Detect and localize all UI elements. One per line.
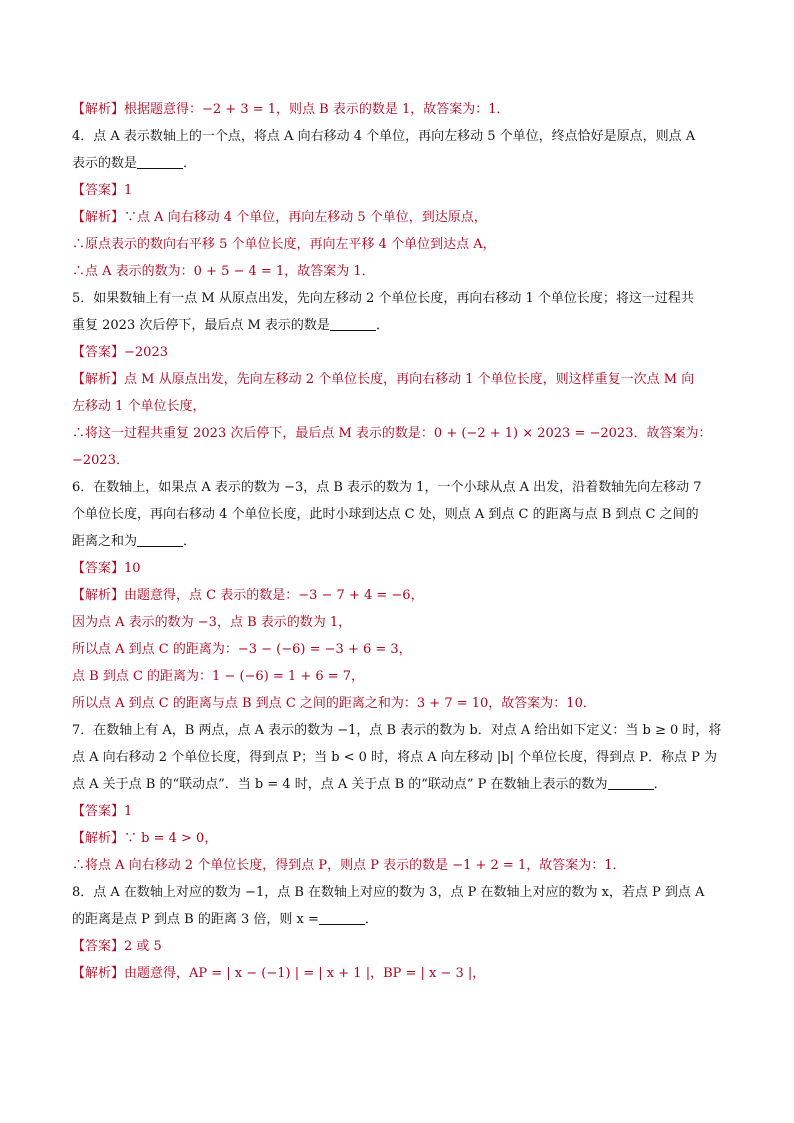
line-end-punct: ．: [375, 318, 389, 333]
line-text: ∴原点表示的数向右平移 5 个单位长度，再向左平移 4 个单位到达点 A，: [72, 237, 496, 252]
question-line: [72, 474, 724, 501]
line-text: 表示的数是: [72, 156, 138, 171]
analysis-line: [72, 204, 724, 231]
question-line: [72, 285, 724, 312]
question-line: [72, 744, 724, 771]
line-text: 根据题意得：−2 + 3 = 1，则点 B 表示的数是 1，故答案为：1．: [124, 102, 510, 117]
question-line: [72, 717, 724, 744]
line-text: ∵点 A 向右移动 4 个单位，再向左移动 5 个单位，到达原点，: [124, 210, 487, 225]
analysis-tag: 【解析】: [72, 831, 125, 846]
analysis-line: [72, 447, 724, 474]
analysis-line: [72, 690, 724, 717]
analysis-line: [72, 825, 724, 852]
answer-blank: [137, 154, 183, 169]
line-text: 由题意得，点 C 表示的数是：−3 − 7 + 4 = −6，: [124, 588, 424, 603]
line-text: 个单位长度，再向右移动 4 个单位长度，此时小球到达点 C 处，则点 A 到点 C 的距离与点 B 到点 C 之间的: [72, 507, 699, 522]
line-text: 的距离是点 P 到点 B 的距离 3 倍，则 x =: [72, 912, 319, 927]
analysis-line: [72, 960, 724, 987]
answer-blank: [330, 316, 376, 331]
answer-tag: 【答案】: [72, 345, 125, 360]
line-text: 1: [124, 183, 133, 198]
line-text: 5．如果数轴上有一点 M 从原点出发，先向左移动 2 个单位长度，再向右移动 1 个单位长度；将这一过程共: [72, 291, 694, 306]
line-text: 重复 2023 次后停下，最后点 M 表示的数是: [72, 318, 330, 333]
line-text: ∵ b = 4 > 0，: [124, 831, 218, 846]
question-line: [72, 906, 724, 933]
line-text: ∴点 A 表示的数为：0 + 5 − 4 = 1，故答案为 1．: [72, 264, 375, 279]
analysis-line: [72, 366, 724, 393]
answer-blank: [608, 775, 654, 790]
line-text: 左移动 1 个单位长度，: [72, 399, 206, 414]
document-page: [72, 96, 724, 987]
line-text: 4．点 A 表示数轴上的一个点，将点 A 向右移动 4 个单位，再向左移动 5 个单位，终点恰好是原点，则点 A: [72, 129, 696, 144]
question-line: [72, 150, 724, 177]
answer-line: [72, 555, 724, 582]
analysis-tag: 【解析】: [72, 102, 125, 117]
question-line: [72, 123, 724, 150]
analysis-tag: 【解析】: [72, 372, 125, 387]
line-text: 点 A 关于点 B 的“联动点”．当 b = 4 时，点 A 关于点 B 的“联动点” P 在数轴上表示的数为: [72, 777, 608, 792]
line-text: −2023: [124, 345, 168, 360]
line-text: 所以点 A 到点 C 的距离与点 B 到点 C 之间的距离之和为：3 + 7 = 10，故答案为：10．: [72, 696, 596, 711]
analysis-line: [72, 231, 724, 258]
line-text: 1: [124, 804, 133, 819]
analysis-line: [72, 852, 724, 879]
line-text: 点 B 到点 C 的距离为：1 − (−6) = 1 + 6 = 7，: [72, 669, 365, 684]
line-end-punct: ．: [364, 912, 378, 927]
answer-line: [72, 798, 724, 825]
line-end-punct: ．: [653, 777, 667, 792]
line-text: 2 或 5: [124, 939, 162, 954]
answer-tag: 【答案】: [72, 561, 125, 576]
analysis-line: [72, 663, 724, 690]
question-line: [72, 879, 724, 906]
analysis-tag: 【解析】: [72, 210, 125, 225]
line-text: 点 A 向右移动 2 个单位长度，得到点 P；当 b < 0 时，将点 A 向左移动 |b| 个单位长度，得到点 P．称点 P 为: [72, 750, 717, 765]
answer-line: [72, 177, 724, 204]
line-text: 由题意得，AP = | x − (−1) | = | x + 1 |，BP = | x − 3 |，: [124, 966, 486, 981]
line-text: −2023．: [72, 453, 129, 468]
question-line: [72, 312, 724, 339]
line-text: 6．在数轴上，如果点 A 表示的数为 −3，点 B 表示的数为 1，一个小球从点 A 出发，沿着数轴先向左移动 7: [72, 480, 702, 495]
analysis-line: [72, 420, 724, 447]
line-text: 8．点 A 在数轴上对应的数为 −1，点 B 在数轴上对应的数为 3，点 P 在数轴上对应的数为 x，若点 P 到点 A: [72, 885, 705, 900]
answer-tag: 【答案】: [72, 939, 125, 954]
line-text: 10: [124, 561, 141, 576]
analysis-tag: 【解析】: [72, 966, 125, 981]
answer-line: [72, 933, 724, 960]
analysis-tag: 【解析】: [72, 588, 125, 603]
line-text: 所以点 A 到点 C 的距离为：−3 − (−6) = −3 + 6 = 3，: [72, 642, 412, 657]
question-line: [72, 501, 724, 528]
line-text: 因为点 A 表示的数为 −3，点 B 表示的数为 1，: [72, 615, 352, 630]
answer-blank: [319, 910, 365, 925]
answer-tag: 【答案】: [72, 804, 125, 819]
question-line: [72, 771, 724, 798]
line-text: ∴将点 A 向右移动 2 个单位长度，得到点 P，则点 P 表示的数是 −1 + 2 = 1，故答案为：1．: [72, 858, 626, 873]
answer-tag: 【答案】: [72, 183, 125, 198]
answer-line: [72, 339, 724, 366]
analysis-line: [72, 96, 724, 123]
line-text: 距离之和为: [72, 534, 138, 549]
analysis-line: [72, 393, 724, 420]
analysis-line: [72, 609, 724, 636]
analysis-line: [72, 258, 724, 285]
question-line: [72, 528, 724, 555]
line-text: 7．在数轴上有 A，B 两点，点 A 表示的数为 −1，点 B 表示的数为 b．对点 A 给出如下定义：当 b ≥ 0 时，将: [72, 723, 722, 738]
analysis-line: [72, 636, 724, 663]
analysis-line: [72, 582, 724, 609]
line-text: 点 M 从原点出发，先向左移动 2 个单位长度，再向右移动 1 个单位长度，则这样重复一次点 M 向: [124, 372, 695, 387]
line-end-punct: ．: [183, 156, 197, 171]
line-text: ∴将这一过程共重复 2023 次后停下，最后点 M 表示的数是：0 + (−2 + 1) × 2023 = −2023．故答案为：: [72, 426, 712, 441]
answer-blank: [137, 532, 183, 547]
line-end-punct: ．: [183, 534, 197, 549]
